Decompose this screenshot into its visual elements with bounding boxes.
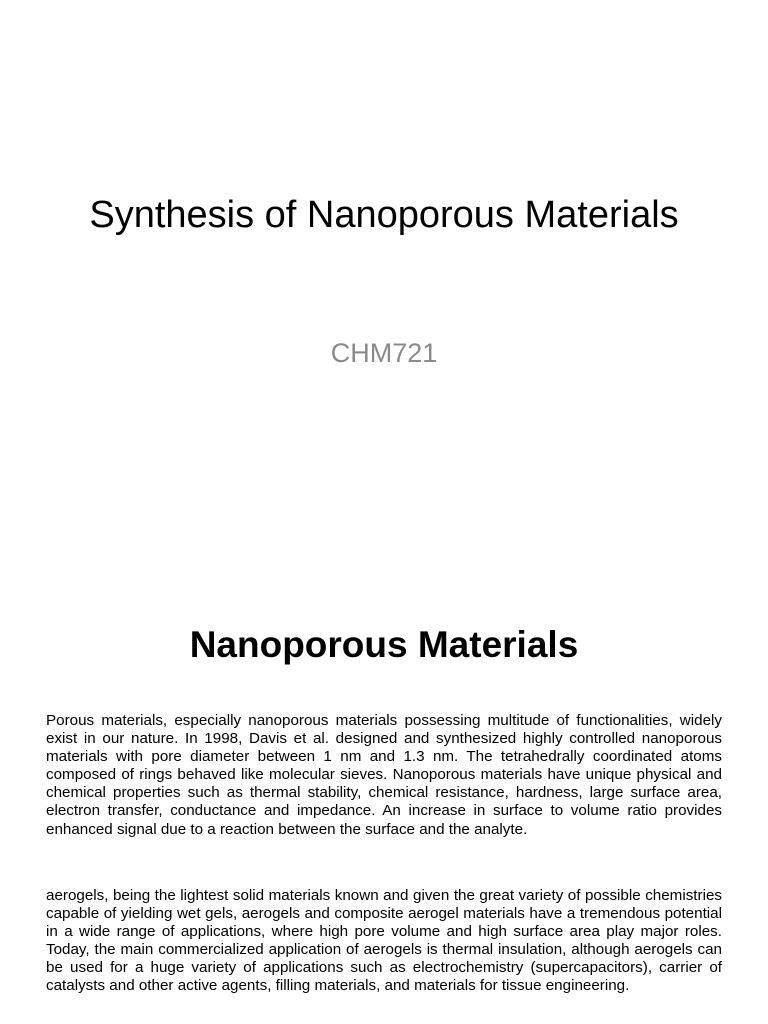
paragraph-nanoporous: Porous materials, especially nanoporous materials possessing multitude of functionalities, widely exist in our nature. In 1998, Davis et al. designed and synthesized highly controlled nanoporous materials with pore diameter between 1 nm and 1.3 nm. The tetrahedrally coordinated atoms composed of rings behaved like molecular sieves. Nanoporous materials have unique physical and chemical properties such as thermal stability, chemical resistance, hardness, large surface area, electron transfer, conductance and impedance. An increase in surface to volume ratio provides enhanced signal due to a reaction between the surface and the analyte. bbox=[46, 712, 722, 838]
paragraph-aerogels: aerogels, being the lightest solid materials known and given the great variety of possible chemistries capable of yielding wet gels, aerogels and composite aerogel materials have a tremendous potential in a wide range of applications, where high pore volume and high surface area play major roles. Today, the main commercialized application of aerogels is thermal insulation, although aerogels can be used for a huge variety of applications such as electrochemistry (supercapacitors), carrier of catalysts and other active agents, filling materials, and materials for tissue engineering. bbox=[46, 887, 722, 995]
slide-title: Synthesis of Nanoporous Materials bbox=[89, 194, 679, 236]
content-slide bbox=[0, 576, 768, 1024]
slide-subtitle: CHM721 bbox=[330, 338, 438, 368]
slide-heading: Nanoporous Materials bbox=[189, 624, 579, 665]
